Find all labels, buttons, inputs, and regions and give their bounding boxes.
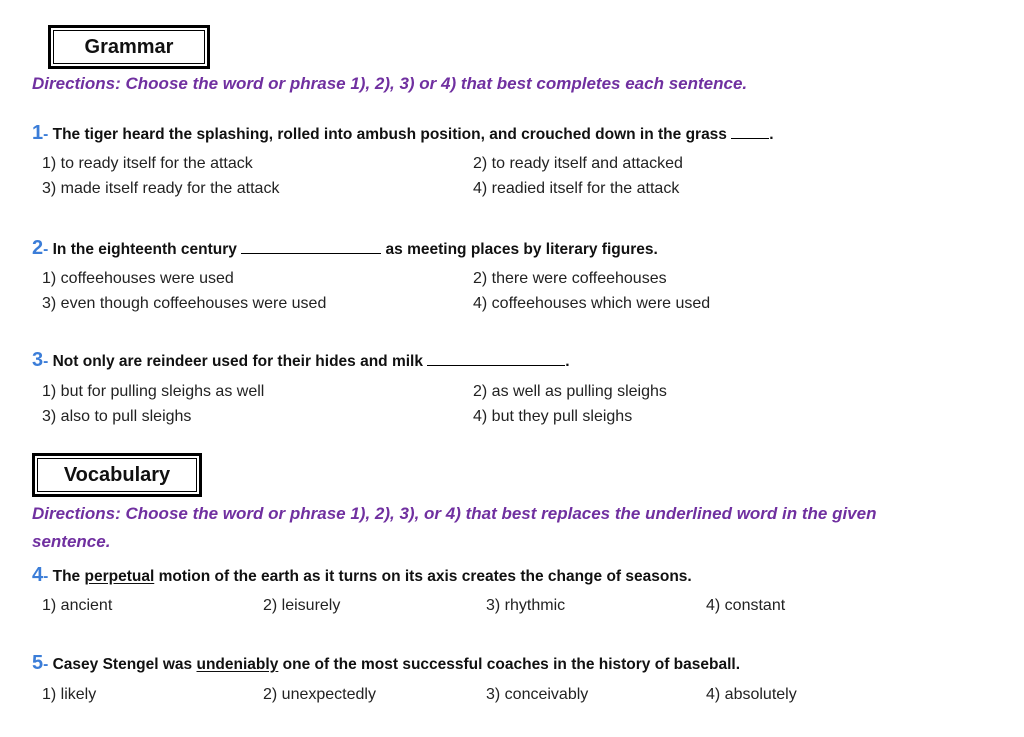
question-4 (32, 564, 692, 587)
option-2: 2) to ready itself and attacked (473, 155, 683, 172)
option-1: 1) but for pulling sleighs as well (42, 383, 265, 400)
option-2: 2) as well as pulling sleighs (473, 383, 667, 400)
option-3: 3) conceivably (486, 686, 589, 703)
grammar-directions: Directions: Choose the word or phrase 1), 2), 3) or 4) that best completes each sentence. (32, 74, 748, 93)
option-4: 4) coffeehouses which were used (473, 295, 711, 312)
option-4: 4) but they pull sleighs (473, 408, 633, 425)
question-separator: - (43, 241, 49, 258)
option-2: 2) unexpectedly (263, 686, 376, 703)
question-text-end: one of the most successful coaches in the history of baseball. (282, 656, 741, 673)
option-3: 3) rhythmic (486, 597, 566, 614)
grammar-heading: Grammar (53, 30, 205, 64)
option-3: 3) also to pull sleighs (42, 408, 192, 425)
question-text: In the eighteenth century (52, 241, 237, 258)
question-3 (32, 349, 570, 372)
answer-blank (241, 239, 381, 254)
option-1: 1) ancient (42, 597, 113, 614)
question-separator: - (43, 353, 49, 370)
option-2: 2) there were coffeehouses (473, 270, 667, 287)
question-text-end: . (565, 353, 570, 370)
question-number: 3 (32, 349, 44, 371)
answer-blank (427, 351, 565, 366)
underlined-word: perpetual (84, 568, 155, 585)
question-text-end: . (769, 126, 774, 143)
vocabulary-heading-box (32, 453, 202, 497)
vocabulary-heading: Vocabulary (37, 458, 197, 492)
option-1: 1) to ready itself for the attack (42, 155, 253, 172)
answer-blank (731, 124, 769, 139)
question-2 (32, 237, 658, 260)
question-5 (32, 652, 740, 675)
vocabulary-directions-line1: Directions: Choose the word or phrase 1), 2), 3), or 4) that best replaces the underlined word in the given (32, 504, 877, 523)
option-4: 4) constant (706, 597, 786, 614)
option-1: 1) coffeehouses were used (42, 270, 234, 287)
question-separator: - (43, 568, 49, 585)
option-2: 2) leisurely (263, 597, 341, 614)
question-text: The tiger heard the splashing, rolled into ambush position, and crouched down in the grass (52, 126, 727, 143)
question-number: 2 (32, 237, 44, 259)
question-separator: - (43, 656, 49, 673)
question-text-end: as meeting places by literary figures. (385, 241, 658, 258)
question-text: Not only are reindeer used for their hides and milk (52, 353, 423, 370)
question-1 (32, 122, 774, 145)
option-4: 4) readied itself for the attack (473, 180, 680, 197)
question-separator: - (43, 126, 49, 143)
question-number: 4 (32, 564, 44, 586)
option-3: 3) even though coffeehouses were used (42, 295, 327, 312)
grammar-heading-box (48, 25, 210, 69)
question-text-end: motion of the earth as it turns on its axis creates the change of seasons. (158, 568, 692, 585)
question-text: Casey Stengel was (52, 656, 193, 673)
option-1: 1) likely (42, 686, 97, 703)
underlined-word: undeniably (196, 656, 279, 673)
option-3: 3) made itself ready for the attack (42, 180, 280, 197)
vocabulary-directions-line2: sentence. (32, 532, 111, 551)
question-text: The (52, 568, 81, 585)
question-number: 1 (32, 122, 44, 144)
question-number: 5 (32, 652, 44, 674)
option-4: 4) absolutely (706, 686, 797, 703)
